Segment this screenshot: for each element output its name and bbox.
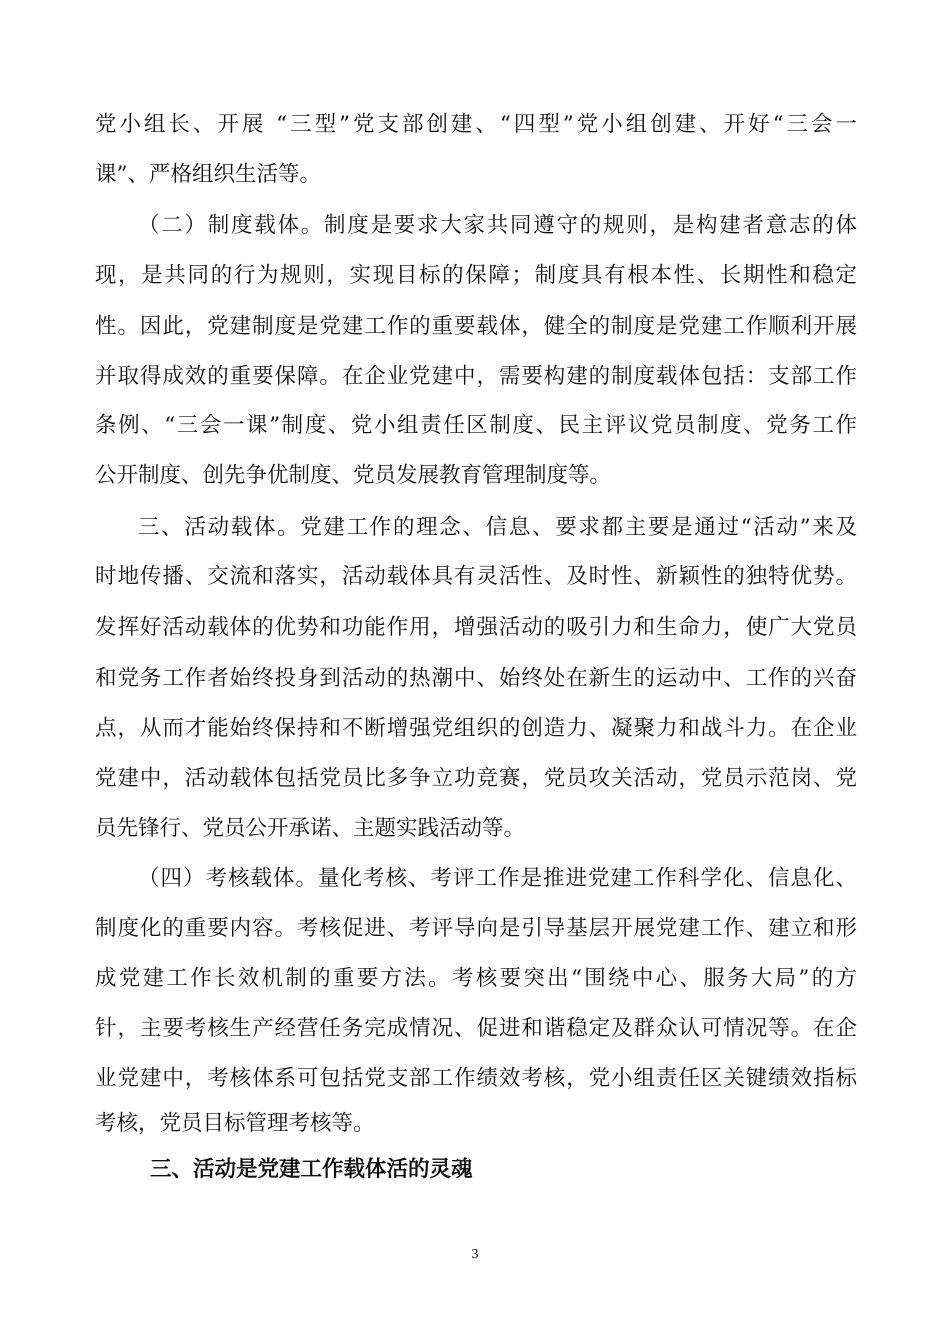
paragraph-line: 针，主要考核生产经营任务完成情况、促进和谐稳定及群众认可情况等。在企 [95,1016,857,1041]
paragraph-line: 和党务工作者始终投身到活动的热潮中、始终处在新生的运动中、工作的兴奋 [95,666,857,691]
paragraph-first-line: 三、活动载体。党建工作的理念、信息、要求都主要是通过“活动”来及 [138,515,857,540]
paragraph-line: 业党建中，考核体系可包括党支部工作绩效考核，党小组责任区关键绩效指标 [95,1066,857,1091]
paragraph-line: 考核，党员目标管理考核等。 [95,1111,375,1136]
paragraph-line: 党小组长、开展 “三型”党支部创建、“四型”党小组创建、开好“三会一 [95,112,857,137]
paragraph-line: 课”、严格组织生活等。 [95,162,321,187]
section-heading: 三、活动是党建工作载体活的灵魂 [150,1157,473,1182]
paragraph-line: 成党建工作长效机制的重要方法。考核要突出“围绕中心、服务大局”的方 [95,966,857,991]
paragraph-line: 条例、“三会一课”制度、党小组责任区制度、民主评议党员制度、党务工作 [95,413,857,438]
paragraph-first-line: （二）制度载体。制度是要求大家共同遵守的规则，是构建者意志的体 [138,213,857,238]
paragraph-line: 制度化的重要内容。考核促进、考评导向是引导基层开展党建工作、建立和形 [95,916,857,941]
page-number: 3 [471,1247,479,1262]
paragraph-line: 性。因此，党建制度是党建工作的重要载体，健全的制度是党建工作顺利开展 [95,314,857,339]
paragraph-first-line: （四）考核载体。量化考核、考评工作是推进党建工作科学化、信息化、 [138,866,857,891]
paragraph-line: 现，是共同的行为规则，实现目标的保障；制度具有根本性、长期性和稳定 [95,263,857,288]
paragraph-line: 员先锋行、党员公开承诺、主题实践活动等。 [95,816,526,841]
paragraph-line: 点，从而才能始终保持和不断增强党组织的创造力、凝聚力和战斗力。在企业 [95,716,857,741]
paragraph-line: 发挥好活动载体的优势和功能作用，增强活动的吸引力和生命力，使广大党员 [95,615,857,640]
paragraph-line: 时地传播、交流和落实，活动载体具有灵活性、及时性、新颖性的独特优势。 [95,564,857,589]
paragraph-line: 党建中，活动载体包括党员比多争立功竞赛，党员攻关活动，党员示范岗、党 [95,766,857,791]
paragraph-line: 公开制度、创先争优制度、党员发展教育管理制度等。 [95,463,612,488]
paragraph-line: 并取得成效的重要保障。在企业党建中，需要构建的制度载体包括：支部工作 [95,364,857,389]
